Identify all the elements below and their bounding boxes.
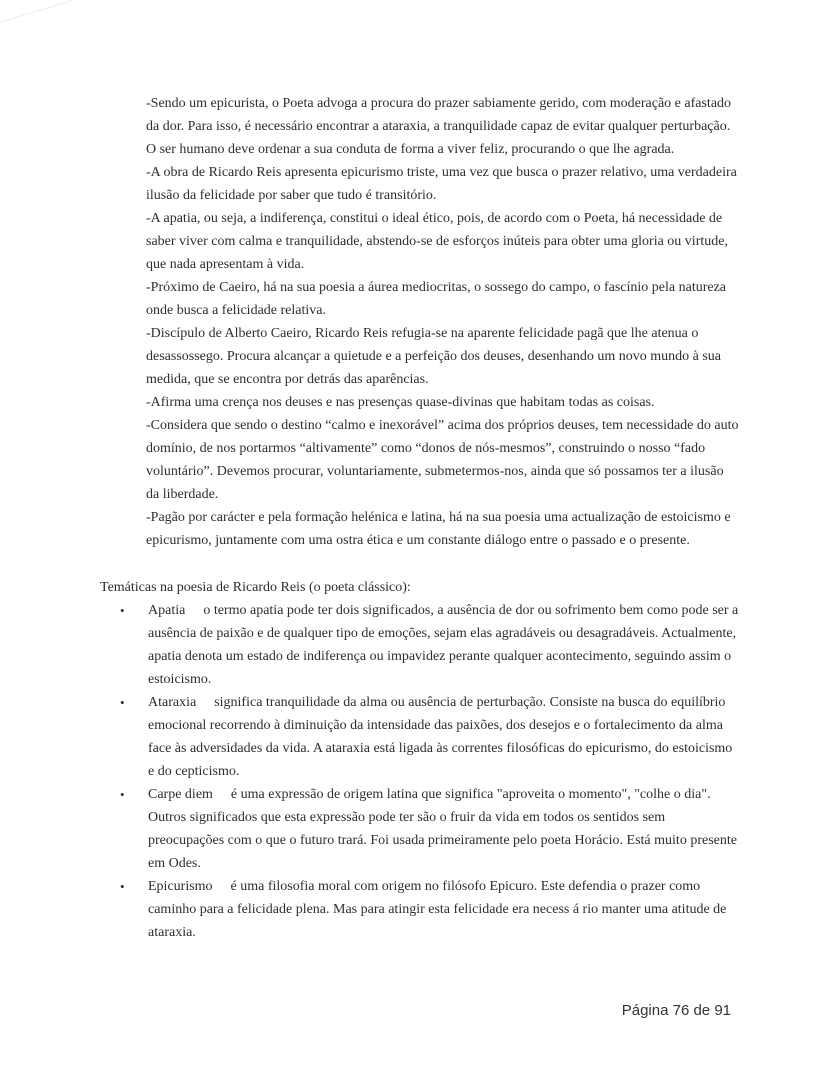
- bullet-term: Ataraxia: [148, 695, 197, 710]
- paragraph: -A obra de Ricardo Reis apresenta epicurismo triste, uma vez que busca o prazer relativo, uma verdadeira ilusão da felicidade por saber que tudo é transitório.: [146, 165, 737, 203]
- bullet-icon: •: [120, 603, 125, 618]
- scan-edge-artifact: [0, 0, 143, 29]
- paragraph: -Próximo de Caeiro, há na sua poesia a áurea mediocritas, o sossego do campo, o fascínio pela natureza onde busca a felicidade relativa.: [146, 280, 727, 318]
- page-number: Página 76 de 91: [621, 1002, 731, 1019]
- paragraph: -Pagão por carácter e pela formação helénica e latina, há na sua poesia uma actualização de estoicismo e epicurismo, juntamente com uma ostra ética e um constante diálogo entre o passado e o presente.: [146, 510, 731, 548]
- bullet-text: significa tranquilidade da alma ou ausência de perturbação. Consiste na busca do equilíbrio emocional recorrendo à diminuição da intensidade das paixões, dos desejos e o fortalecimento da alma face às adversidades da vida. A ataraxia está ligada às correntes filosóficas do epicurismo, do estoicismo e do cepticismo.: [148, 695, 733, 779]
- bullet-term: Apatia: [148, 603, 186, 618]
- text-block: [100, 92, 740, 944]
- paragraph: -Discípulo de Alberto Caeiro, Ricardo Reis refugia-se na aparente felicidade pagã que lhe atenua o desassossego. Procura alcançar a quietude e a perfeição dos deuses, desenhando um novo mundo à sua medida, que se encontra por detrás das aparências.: [146, 326, 721, 387]
- list-item: [100, 599, 740, 691]
- bullet-term: Carpe diem: [148, 787, 213, 802]
- paragraph-list: [146, 92, 740, 552]
- bullet-icon: •: [120, 879, 125, 894]
- list-item: [100, 783, 740, 875]
- paragraph: -Considera que sendo o destino “calmo e inexorável” acima dos próprios deuses, tem necessidade do auto domínio, de nos portarmos “altivamente” como “donos de nós-mesmos”, construindo o nosso “fado voluntário”. Devemos procurar, voluntariamente, submetermos-nos, ainda que só possamos ter a ilusão da liberdade.: [146, 418, 739, 502]
- bullet-term: Epicurismo: [148, 879, 213, 894]
- list-item: [100, 691, 740, 783]
- list-item: [100, 875, 740, 944]
- paragraph: -A apatia, ou seja, a indiferença, constitui o ideal ético, pois, de acordo com o Poeta, há necessidade de saber viver com calma e tranquilidade, abstendo-se de esforços inúteis para obter uma gloria ou virtude, que nada apresentam à vida.: [146, 211, 728, 272]
- bullet-icon: •: [120, 695, 125, 710]
- section-heading: Temáticas na poesia de Ricardo Reis (o poeta clássico):: [100, 580, 411, 595]
- bullet-text: o termo apatia pode ter dois significados, a ausência de dor ou sofrimento bem como pode ser a ausência de paixão e de qualquer tipo de emoções, sejam elas agradáveis ou desagradáveis. Actualmente, apatia denota um estado de indiferença ou impavidez perante qualquer acontecimento, seguindo assim o estoicismo.: [148, 603, 739, 687]
- paragraph: -Sendo um epicurista, o Poeta advoga a procura do prazer sabiamente gerido, com moderação e afastado da dor. Para isso, é necessário encontrar a ataraxia, a tranquilidade capaz de evitar qualquer perturbação. O ser humano deve ordenar a sua conduta de forma a viver feliz, procurando o que lhe agrada.: [146, 96, 732, 157]
- bullet-text: é uma filosofia moral com origem no filósofo Epicuro. Este defendia o prazer como caminho para a felicidade plena. Mas para atingir esta felicidade era necess á rio manter uma atitude de ataraxia.: [148, 879, 727, 940]
- paragraph: -Afirma uma crença nos deuses e nas presenças quase-divinas que habitam todas as coisas.: [146, 395, 655, 410]
- bullet-text: é uma expressão de origem latina que significa "aproveita o momento", "colhe o dia". Outros significados que esta expressão pode ter são o fruir da vida em todos os sentidos sem preocupações com o que o futuro trará. Foi usada primeiramente pelo poeta Horácio. Está muito presente em Odes.: [148, 787, 737, 871]
- bullet-list: [100, 599, 740, 944]
- bullet-icon: •: [120, 787, 125, 802]
